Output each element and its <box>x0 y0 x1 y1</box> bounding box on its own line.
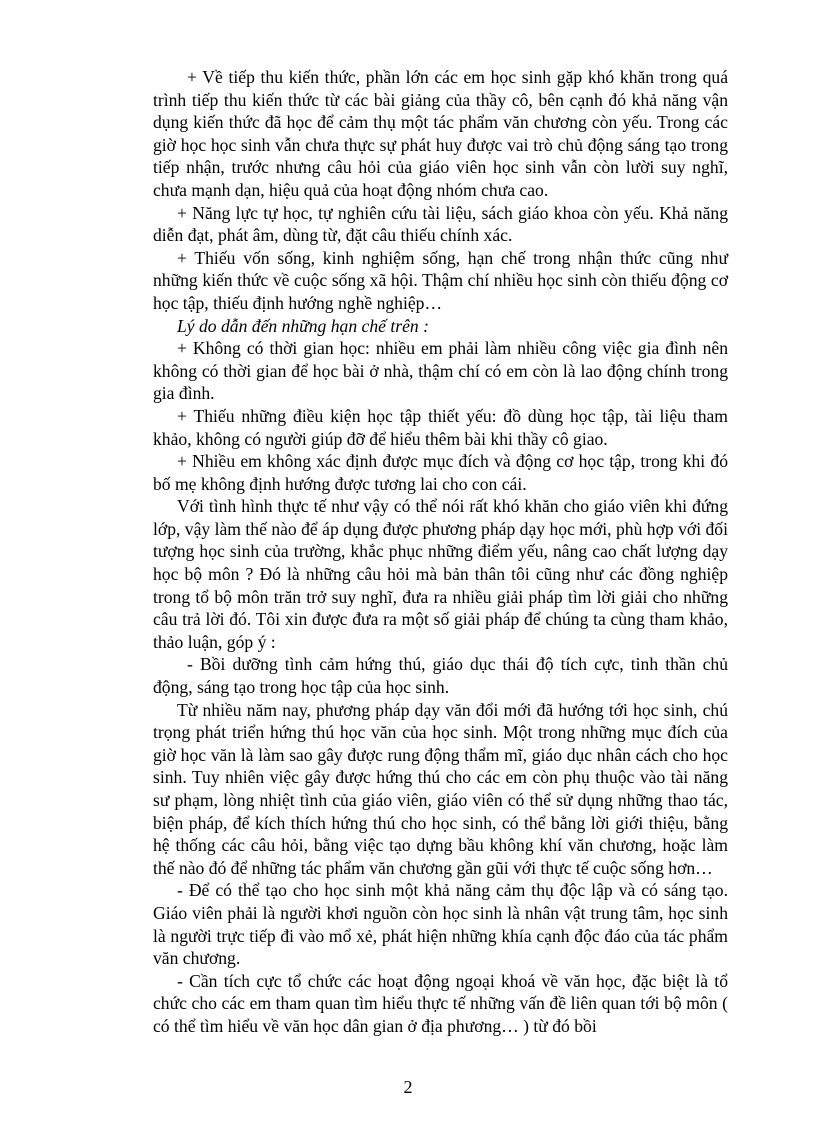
paragraph-teaching-innovation: Từ nhiều năm nay, phương pháp dạy văn đổi mới đã hướng tới học sinh, chú trọng phát triển hứng thú học văn của học sinh. Một trong những mục đích của giờ học văn là làm sao gây được rung động thẩm mĩ, giáo dục nhân cách cho học sinh. Tuy nhiên việc gây được hứng thú cho các em còn phụ thuộc vào tài năng sư phạm, lòng nhiệt tình của giáo viên, giáo viên có thể sử dụng những thao tác, biện pháp, để kích thích hứng thú cho học sinh, có thể bằng lời giới thiệu, bằng hệ thống các câu hỏi, bằng việc tạo dựng bầu không khí văn chương, hoặc làm thế nào đó để những tác phẩm văn chương gần gũi với thực tế cuộc sống hơn… <box>153 699 728 878</box>
paragraph-solution-extracurricular: - Cần tích cực tổ chức các hoạt động ngoại khoá về văn học, đặc biệt là tổ chức cho các em tham quan tìm hiểu thực tế những vấn đề liên quan tới bộ môn ( có thể tìm hiểu về văn học dân gian ở địa phương… ) từ đó bồi <box>153 970 728 1036</box>
paragraph-solution-independent: - Để có thể tạo cho học sinh một khả năng cảm thụ độc lập và có sáng tạo. Giáo viên phải là người khơi nguồn còn học sinh là nhân vật trung tâm, học sinh là người trực tiếp đi vào mổ xẻ, phát hiện những khía cạnh độc đáo của tác phẩm văn chương. <box>153 880 728 969</box>
paragraph-life-experience: + Thiếu vốn sống, kinh nghiệm sống, hạn chế trong nhận thức cũng như những kiến thức về cuộc sống xã hội. Thậm chí nhiều học sinh còn thiếu động cơ học tập, thiếu định hướng nghề nghiệp… <box>153 247 728 313</box>
paragraph-no-motivation: + Nhiều em không xác định được mục đích và động cơ học tập, trong khi đó bố mẹ không định hướng được tương lai cho con cái. <box>153 451 728 494</box>
paragraph-situation-solutions: Với tình hình thực tế như vậy có thể nói rất khó khăn cho giáo viên khi đứng lớp, vậy làm thế nào để áp dụng được phương pháp dạy học mới, phù hợp với đối tượng học sinh của trường, khắc phục những điểm yếu, nâng cao chất lượng dạy học bộ môn ? Đó là những câu hỏi mà bản thân tôi cũng như các đồng nghiệp trong tổ bộ môn trăn trở suy nghĩ, đưa ra nhiều giải pháp tìm lời giải cho những câu trả lời đó. Tôi xin được đưa ra một số giải pháp để chúng ta cùng tham khảo, thảo luận, góp ý : <box>153 496 728 652</box>
paragraph-solution-interest: - Bồi dưỡng tình cảm hứng thú, giáo dục thái độ tích cực, tinh thần chủ động, sáng tạo trong học tập của học sinh. <box>153 654 728 698</box>
section-heading-reasons: Lý do dẫn đến những hạn chế trên : <box>177 315 429 336</box>
paragraph-lack-conditions: + Thiếu những điều kiện học tập thiết yếu: đồ dùng học tập, tài liệu tham khảo, không có người giúp đỡ để hiểu thêm bài khi thầy cô giao. <box>153 405 728 449</box>
page-number: 2 <box>403 1077 413 1097</box>
paragraph-self-study: + Năng lực tự học, tự nghiên cứu tài liệu, sách giáo khoa còn yếu. Khả năng diễn đạt, phát âm, dùng từ, đặt câu thiếu chính xác. <box>153 202 728 246</box>
paragraph-no-study-time: + Không có thời gian học: nhiều em phải làm nhiều công việc gia đình nên không có thời gian để học bài ở nhà, thậm chí có em còn là lao động chính trong gia đình. <box>153 338 728 404</box>
document-body <box>153 66 728 1038</box>
paragraph-knowledge-acquisition: + Về tiếp thu kiến thức, phần lớn các em học sinh gặp khó khăn trong quá trình tiếp thu kiến thức từ các bài giảng của thầy cô, bên cạnh đó khả năng vận dụng kiến thức đã học để cảm thụ một tác phẩm văn chương còn yếu. Trong các giờ học học sinh vẫn chưa thực sự phát huy được vai trò chủ động sáng tạo trong tiếp nhận, trước nhưng câu hỏi của giáo viên học sinh vẫn còn lười suy nghĩ, chưa mạnh dạn, hiệu quả của hoạt động nhóm chưa cao. <box>153 67 728 200</box>
